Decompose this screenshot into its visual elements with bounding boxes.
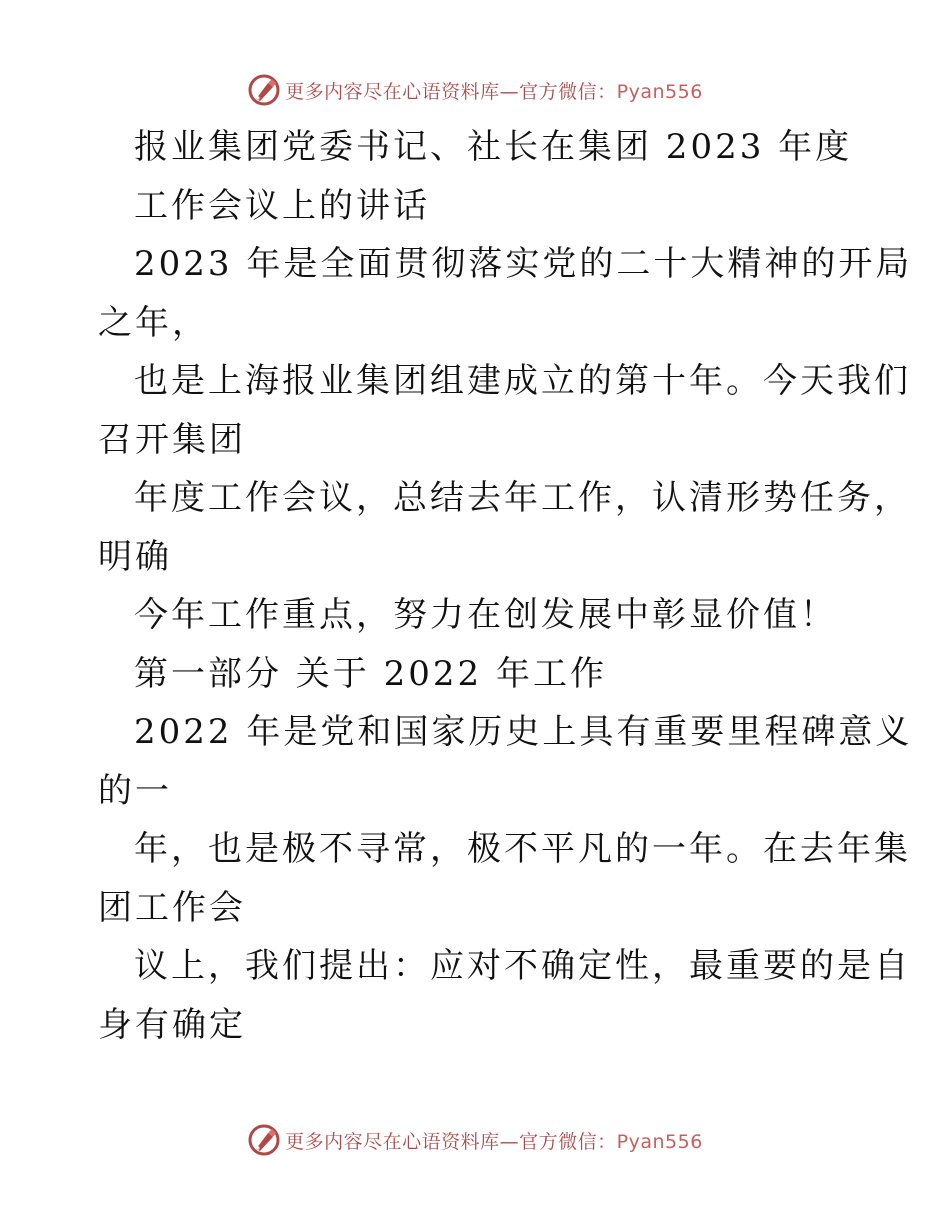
pen-nib-logo-icon [247, 73, 281, 107]
text-line: 第一部分 关于 2022 年工作 [134, 653, 607, 694]
watermark-text: 更多内容尽在心语资料库—官方微信：Pyan556 [285, 80, 703, 103]
text-line: 工作会议上的讲话 [134, 185, 430, 226]
text-line: 身有确定 [98, 1004, 246, 1045]
text-line: 召开集团 [98, 419, 246, 460]
text-line: 报业集团党委书记、社长在集团 2023 年度 [134, 127, 853, 167]
pen-nib-logo-icon [247, 1123, 281, 1157]
text-line: 2022 年是党和国家历史上具有重要里程碑意义 [134, 712, 913, 752]
watermark-text: 更多内容尽在心语资料库—官方微信：Pyan556 [285, 1130, 703, 1153]
footer-watermark [0, 1120, 950, 1160]
text-line: 也是上海报业集团组建成立的第十年。今天我们 [134, 361, 911, 401]
text-line: 的一 [98, 770, 172, 811]
text-line: 明确 [98, 536, 172, 577]
text-line: 团工作会 [98, 887, 246, 928]
text-line: 议上，我们提出：应对不确定性，最重要的是自 [134, 946, 911, 986]
text-line: 2023 年是全面贯彻落实党的二十大精神的开局 [134, 244, 913, 284]
text-line: 年，也是极不寻常，极不平凡的一年。在去年集 [134, 829, 911, 869]
text-line: 今年工作重点，努力在创发展中彰显价值！ [134, 595, 837, 635]
text-line: 年度工作会议，总结去年工作，认清形势任务， [134, 478, 911, 518]
text-line: 之年， [98, 302, 209, 343]
header-watermark [0, 70, 950, 110]
document-body [98, 118, 913, 1054]
